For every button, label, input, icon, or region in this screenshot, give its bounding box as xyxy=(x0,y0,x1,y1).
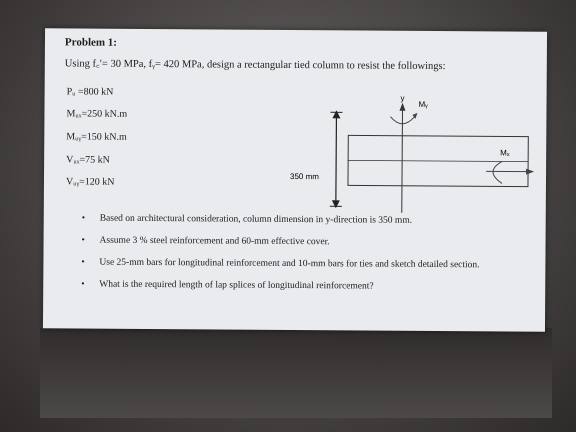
given-shear-y: Vᵤᵧ=120 kN xyxy=(65,176,115,188)
list-item xyxy=(82,211,532,230)
bullet-icon: • xyxy=(81,279,85,290)
document-page xyxy=(43,28,547,331)
list-item xyxy=(81,277,531,296)
bullet-text: Use 25-mm bars for longitudinal reinforcement and 10-mm bars for ties and sketch detailed section. xyxy=(99,257,480,271)
list-item xyxy=(81,255,531,274)
given-moment-x: Mᵤₓ=250 kN.m xyxy=(66,108,128,120)
bullet-text: What is the required length of lap splices of longitudinal reinforcement? xyxy=(99,279,374,292)
bullet-icon: • xyxy=(81,213,86,224)
dimension-arrow-up-icon xyxy=(332,110,340,118)
monitor-bezel xyxy=(40,328,552,418)
given-shear-x: Vᵤₓ=75 kN xyxy=(66,154,110,166)
list-item xyxy=(82,233,532,252)
bullet-icon: • xyxy=(81,235,85,246)
mx-arrowhead-icon xyxy=(526,169,534,175)
column-section-diagram xyxy=(250,72,541,224)
y-axis-label: y xyxy=(400,93,405,103)
y-axis-line xyxy=(402,107,403,213)
bullet-list xyxy=(81,211,532,302)
mx-moment-arrow-icon xyxy=(493,161,502,183)
dimension-line xyxy=(336,112,337,206)
given-axial-load: Pᵤ =800 kN xyxy=(66,86,114,98)
y-axis-arrow-icon xyxy=(399,103,405,111)
problem-title: Problem 1: xyxy=(64,36,118,49)
mx-label: Mₓ xyxy=(500,148,510,158)
dimension-arrow-down-icon xyxy=(332,200,340,208)
bullet-text: Based on architectural consideration, column dimension in y-direction is 350 mm. xyxy=(99,213,413,226)
bullet-icon: • xyxy=(81,257,85,268)
my-label: Mᵧ xyxy=(418,99,428,109)
given-moment-y: Mᵤᵧ=150 kN.m xyxy=(66,131,127,143)
bullet-text: Assume 3 % steel reinforcement and 60-mm effective cover. xyxy=(99,235,330,248)
dimension-label: 350 mm xyxy=(289,171,319,182)
problem-intro: Using f꜀′= 30 MPa, fᵧ= 420 MPa, design a rectangular tied column to resist the followings: xyxy=(64,58,446,73)
